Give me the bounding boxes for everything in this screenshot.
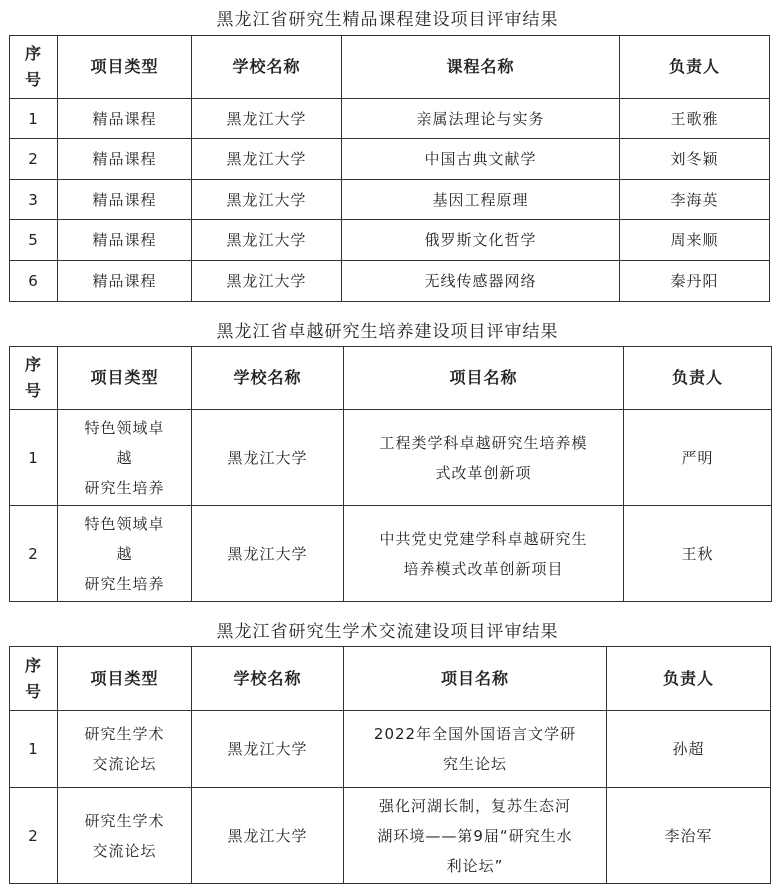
cell-name	[344, 410, 624, 506]
table-row	[10, 139, 770, 180]
cell-leader: 李海英	[620, 180, 770, 220]
section3-title: 黑龙江省研究生学术交流建设项目评审结果	[216, 622, 559, 642]
header-leader: 负责人	[607, 647, 771, 711]
excellence-table	[9, 346, 772, 602]
cell-name-line: 利论坛”	[446, 856, 504, 875]
cell-school: 黑龙江大学	[192, 139, 342, 180]
table-header-row	[10, 36, 770, 99]
cell-type: 精品课程	[58, 261, 192, 302]
cell-type-line: 交流论坛	[92, 841, 157, 860]
cell-school: 黑龙江大学	[192, 220, 342, 261]
cell-seq: 2	[10, 788, 58, 884]
table-row	[10, 261, 770, 302]
cell-leader: 秦丹阳	[620, 261, 770, 302]
cell-type	[58, 506, 192, 602]
cell-type-line: 特色领域卓	[84, 514, 165, 533]
cell-type-line: 交流论坛	[92, 755, 157, 773]
cell-type-line: 特色领域卓	[84, 418, 165, 437]
cell-name-line: 式改革创新项	[435, 463, 532, 482]
cell-name: 基因工程原理	[342, 180, 620, 220]
cell-name	[344, 788, 607, 884]
cell-school: 黑龙江大学	[192, 410, 344, 506]
cell-seq: 1	[10, 711, 58, 788]
header-name: 课程名称	[342, 36, 620, 99]
cell-type-line: 越	[116, 448, 133, 467]
cell-seq: 2	[10, 506, 58, 602]
header-name: 项目名称	[344, 347, 624, 410]
cell-seq: 1	[10, 99, 58, 139]
cell-type	[58, 788, 192, 884]
cell-type-line: 研究生培养	[84, 478, 165, 497]
cell-name-line: 中共党史党建学科卓越研究生	[379, 529, 588, 548]
cell-type-line: 研究生学术	[84, 725, 165, 743]
cell-school: 黑龙江大学	[192, 506, 344, 602]
cell-name-line: 2022年全国外国语言文学研	[373, 725, 577, 743]
cell-name: 无线传感器网络	[342, 261, 620, 302]
cell-name	[344, 506, 624, 602]
header-seq: 序号	[10, 36, 58, 99]
cell-name-line: 湖环境——第9届“研究生水	[377, 826, 573, 845]
cell-type	[58, 711, 192, 788]
cell-name-line: 培养模式改革创新项目	[403, 559, 564, 578]
cell-type: 精品课程	[58, 180, 192, 220]
cell-type: 精品课程	[58, 139, 192, 180]
cell-leader: 王歌雅	[620, 99, 770, 139]
table-row	[10, 410, 772, 506]
cell-type: 精品课程	[58, 220, 192, 261]
section2-title: 黑龙江省卓越研究生培养建设项目评审结果	[216, 322, 559, 342]
cell-seq: 5	[10, 220, 58, 261]
header-type: 项目类型	[58, 36, 192, 99]
cell-school: 黑龙江大学	[192, 711, 344, 788]
header-type: 项目类型	[58, 647, 192, 711]
cell-leader: 周来顺	[620, 220, 770, 261]
cell-type: 精品课程	[58, 99, 192, 139]
cell-seq: 6	[10, 261, 58, 302]
cell-seq: 1	[10, 410, 58, 506]
cell-name-line: 究生论坛	[442, 755, 507, 773]
cell-leader: 严明	[624, 410, 772, 506]
header-school: 学校名称	[192, 647, 344, 711]
section1-title: 黑龙江省研究生精品课程建设项目评审结果	[216, 10, 559, 30]
header-seq: 序号	[10, 647, 58, 711]
header-seq: 序号	[10, 347, 58, 410]
cell-name-line: 强化河湖长制，复苏生态河	[378, 796, 571, 815]
cell-school: 黑龙江大学	[192, 180, 342, 220]
cell-name: 中国古典文献学	[342, 139, 620, 180]
table-row	[10, 788, 771, 884]
cell-seq: 3	[10, 180, 58, 220]
table-row	[10, 711, 771, 788]
header-type: 项目类型	[58, 347, 192, 410]
cell-school: 黑龙江大学	[192, 788, 344, 884]
cell-leader: 刘冬颖	[620, 139, 770, 180]
header-school: 学校名称	[192, 347, 344, 410]
header-leader: 负责人	[620, 36, 770, 99]
cell-leader: 李治军	[607, 788, 771, 884]
cell-school: 黑龙江大学	[192, 99, 342, 139]
table-row	[10, 220, 770, 261]
cell-school: 黑龙江大学	[192, 261, 342, 302]
cell-leader: 孙超	[607, 711, 771, 788]
cell-seq: 2	[10, 139, 58, 180]
cell-name	[344, 711, 607, 788]
table-header-row	[10, 647, 771, 711]
header-name: 项目名称	[344, 647, 607, 711]
cell-type-line: 研究生培养	[84, 574, 165, 593]
cell-leader: 王秋	[624, 506, 772, 602]
cell-name-line: 工程类学科卓越研究生培养模	[379, 433, 588, 452]
cell-type-line: 越	[116, 544, 133, 563]
cell-type	[58, 410, 192, 506]
table-header-row	[10, 347, 772, 410]
header-leader: 负责人	[624, 347, 772, 410]
cell-name: 俄罗斯文化哲学	[342, 220, 620, 261]
cell-name: 亲属法理论与实务	[342, 99, 620, 139]
table-row	[10, 99, 770, 139]
exchange-table	[9, 646, 771, 884]
table-row	[10, 506, 772, 602]
course-table	[9, 35, 770, 302]
header-school: 学校名称	[192, 36, 342, 99]
table-row	[10, 180, 770, 220]
cell-type-line: 研究生学术	[84, 811, 165, 830]
